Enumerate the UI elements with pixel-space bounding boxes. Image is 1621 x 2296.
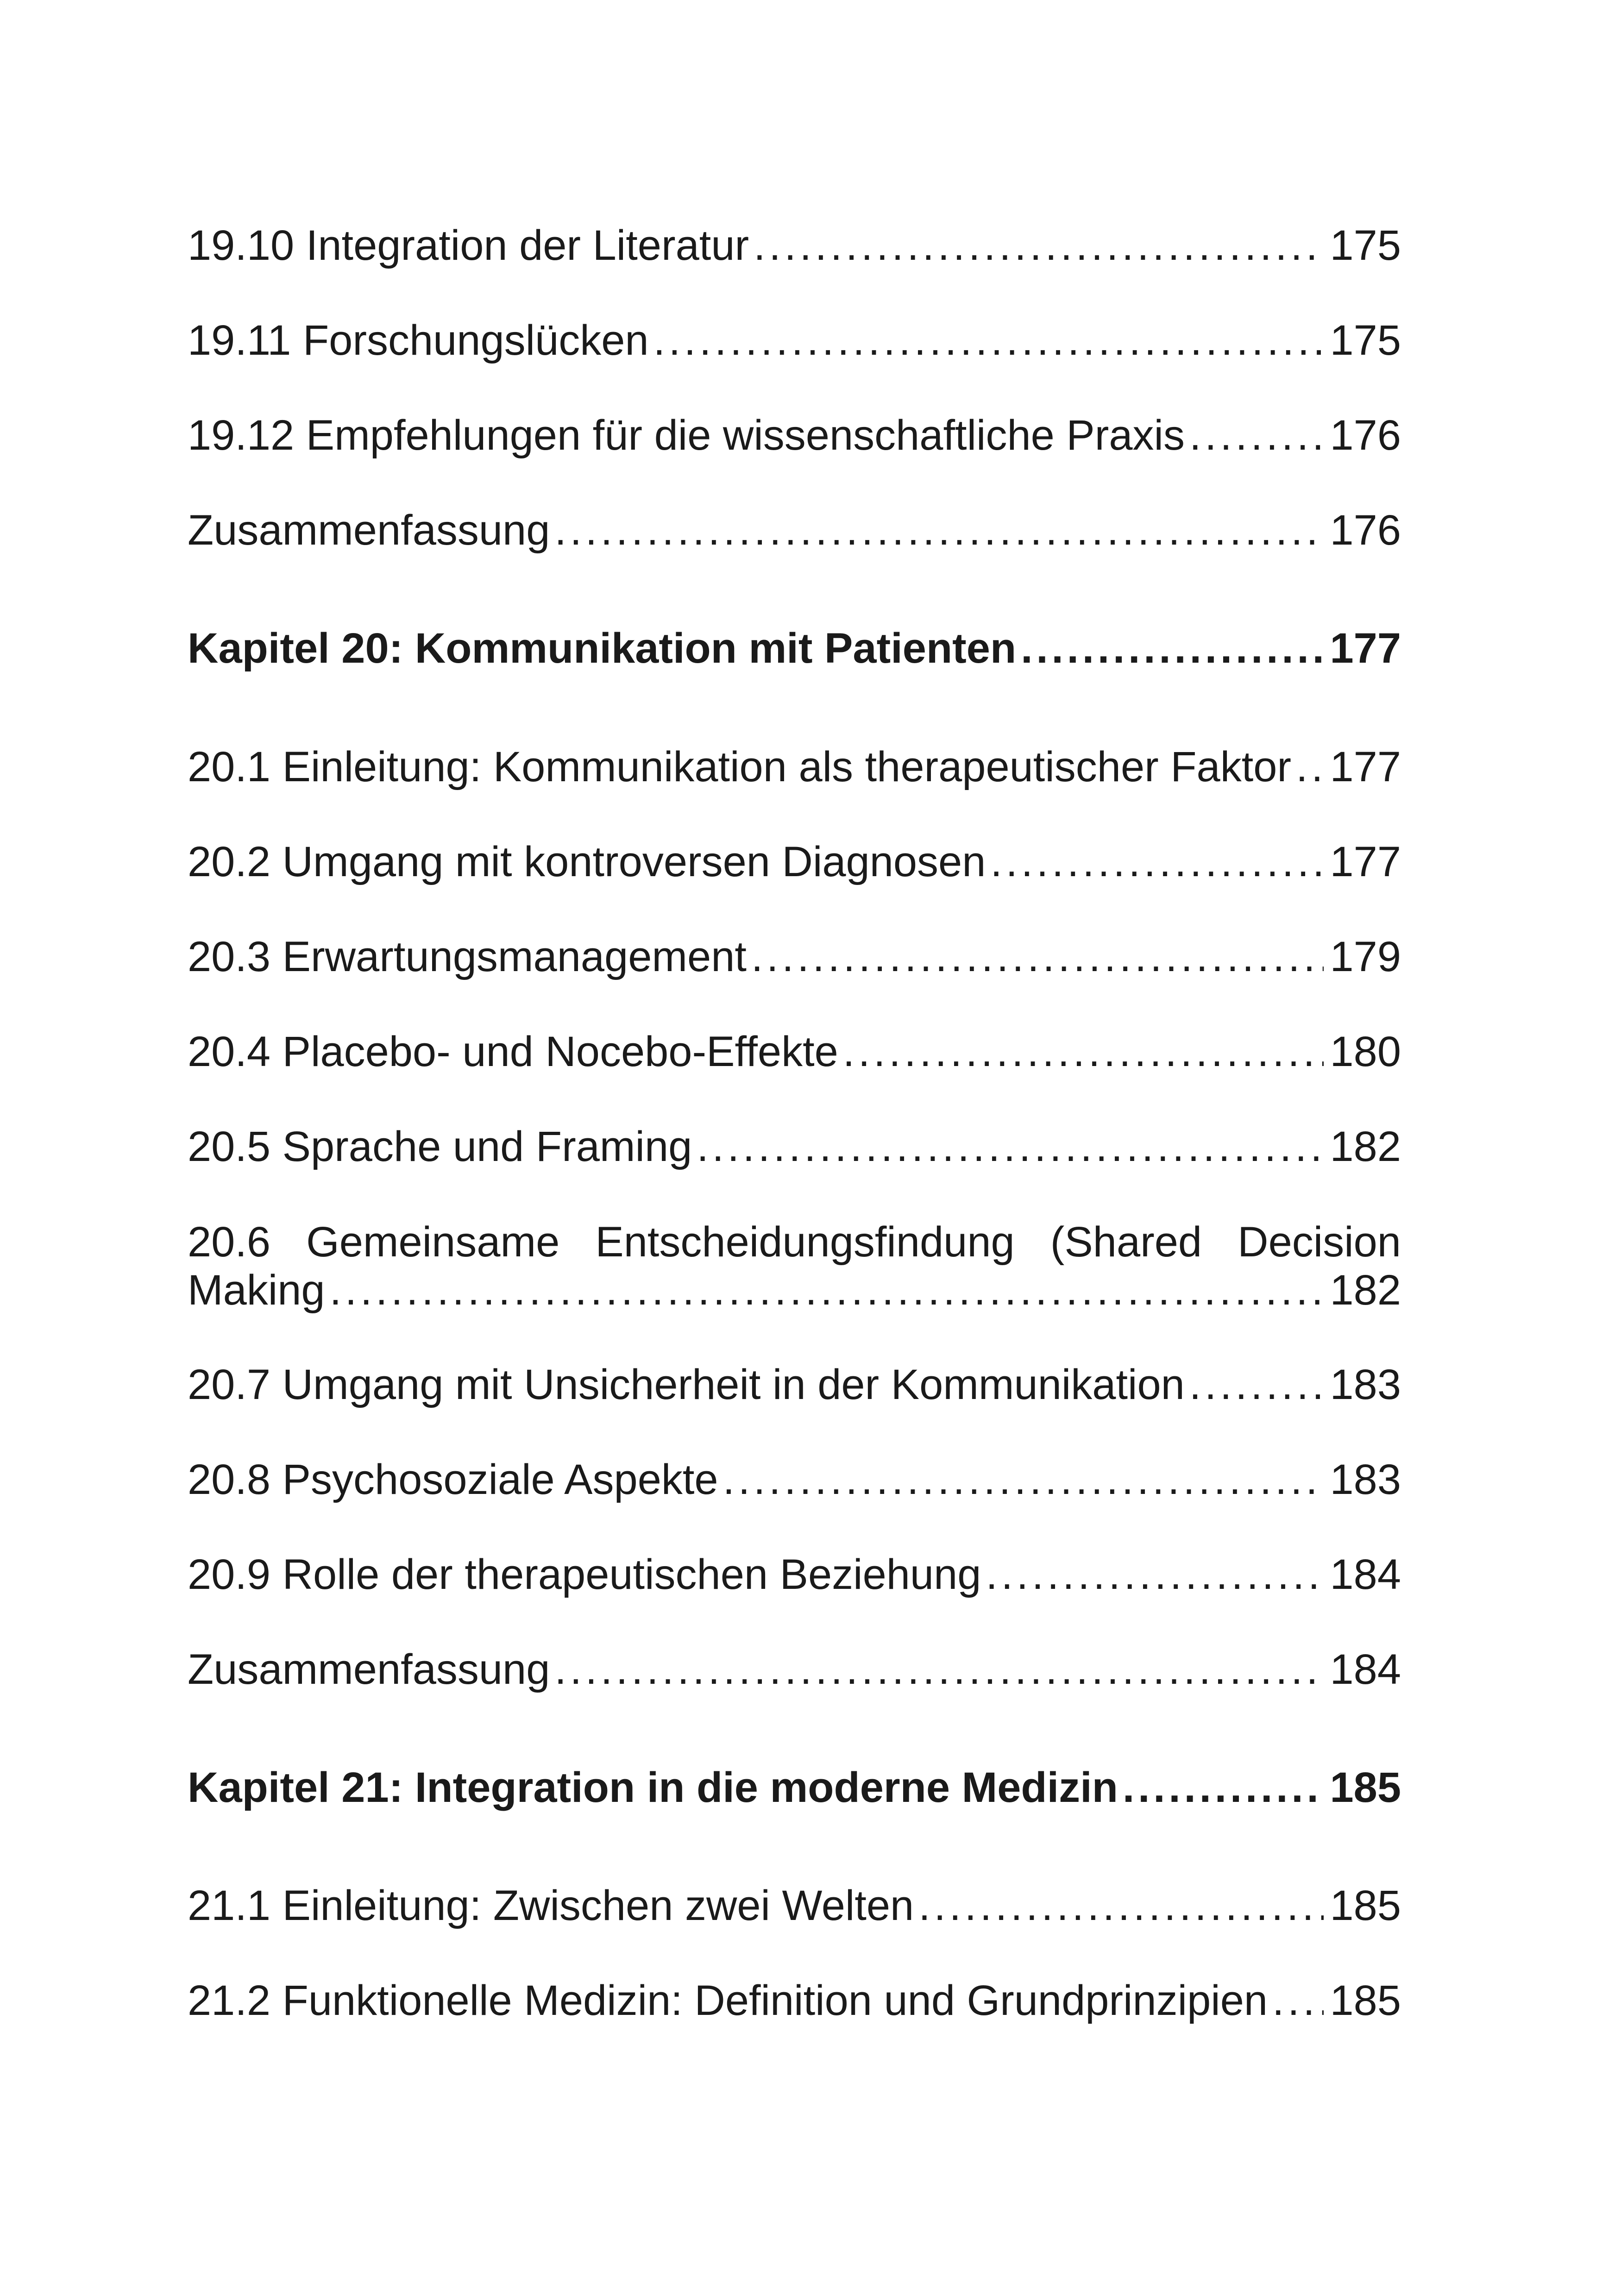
toc-entry-title: Zusammenfassung xyxy=(188,507,550,554)
dot-leader xyxy=(754,221,1323,270)
toc-entry-page: 185 xyxy=(1330,1882,1401,1929)
dot-leader xyxy=(843,1028,1324,1076)
toc-entry[interactable] xyxy=(188,1882,1401,1930)
toc-entry-title: Zusammenfassung xyxy=(188,1646,550,1693)
toc-entry-title: 21.2 Funktionelle Medizin: Definition und Grundprinzipien xyxy=(188,1977,1268,2024)
toc-entry-page: 177 xyxy=(1330,743,1401,790)
title-word: (Shared xyxy=(1050,1218,1202,1266)
toc-entry-page: 175 xyxy=(1330,222,1401,269)
toc-entry-title: 21.1 Einleitung: Zwischen zwei Welten xyxy=(188,1882,914,1929)
toc-entry-title: 19.10 Integration der Literatur xyxy=(188,222,749,269)
toc-entry-title: 19.11 Forschungslücken xyxy=(188,317,649,364)
toc-entry-page: 182 xyxy=(1330,1267,1401,1314)
toc-entry-page: 182 xyxy=(1330,1123,1401,1170)
toc-chapter-page: 185 xyxy=(1330,1764,1401,1811)
dot-leader xyxy=(986,1550,1323,1599)
dot-leader xyxy=(653,316,1324,364)
toc-entry[interactable] xyxy=(188,1976,1401,2025)
toc-entry-page: 183 xyxy=(1330,1361,1401,1408)
dot-leader xyxy=(1189,411,1324,459)
toc-entry-page: 180 xyxy=(1330,1028,1401,1075)
title-word: 20.6 xyxy=(188,1218,271,1266)
dot-leader xyxy=(1296,743,1323,791)
dot-leader xyxy=(330,1266,1324,1314)
toc-entry[interactable] xyxy=(188,743,1401,791)
toc-chapter-title: Kapitel 21: Integration in die moderne Medizin xyxy=(188,1764,1118,1811)
toc-entry-page: 185 xyxy=(1330,1977,1401,2024)
toc-entry-title: 20.7 Umgang mit Unsicherheit in der Kommunikation xyxy=(188,1361,1185,1408)
toc-entry[interactable] xyxy=(188,1645,1401,1694)
dot-leader xyxy=(554,1645,1323,1694)
toc-entry-title: 20.8 Psychosoziale Aspekte xyxy=(188,1456,718,1503)
dot-leader xyxy=(723,1455,1324,1504)
dot-leader xyxy=(1189,1361,1324,1409)
toc-entry-page: 184 xyxy=(1330,1551,1401,1598)
toc-entry-page: 176 xyxy=(1330,412,1401,459)
toc-chapter-entry[interactable] xyxy=(188,624,1401,672)
toc-entry[interactable] xyxy=(188,1123,1401,1171)
toc-entry-page: 177 xyxy=(1330,838,1401,885)
toc-chapter-entry[interactable] xyxy=(188,1763,1401,1812)
toc-entry-page: 179 xyxy=(1330,933,1401,980)
toc-entry-title: 20.5 Sprache und Framing xyxy=(188,1123,692,1170)
toc-entry-title-line2: Making xyxy=(188,1267,325,1314)
toc-entry[interactable] xyxy=(188,316,1401,364)
dot-leader xyxy=(918,1882,1323,1930)
toc-chapter-page: 177 xyxy=(1330,625,1401,672)
toc-entry-title: 20.2 Umgang mit kontroversen Diagnosen xyxy=(188,838,986,885)
dot-leader xyxy=(554,506,1323,554)
toc-entry-multiline[interactable] xyxy=(188,1218,1401,1314)
toc-entry-page: 175 xyxy=(1330,317,1401,364)
toc-entry-title-line1 xyxy=(188,1218,1401,1266)
toc-entry-title: 20.1 Einleitung: Kommunikation als therapeutischer Faktor xyxy=(188,743,1292,790)
toc-entry[interactable] xyxy=(188,411,1401,459)
dot-leader xyxy=(697,1123,1323,1171)
toc-entry[interactable] xyxy=(188,1361,1401,1409)
toc-entry[interactable] xyxy=(188,1028,1401,1076)
toc-entry[interactable] xyxy=(188,1550,1401,1599)
toc-entry-title: 20.4 Placebo- und Nocebo-Effekte xyxy=(188,1028,838,1075)
toc-entry-page: 184 xyxy=(1330,1646,1401,1693)
toc-entry-title: 20.9 Rolle der therapeutischen Beziehung xyxy=(188,1551,981,1598)
toc-entry-title: 19.12 Empfehlungen für die wissenschaftliche Praxis xyxy=(188,412,1185,459)
toc-chapter-title: Kapitel 20: Kommunikation mit Patienten xyxy=(188,625,1017,672)
toc-entry-page: 176 xyxy=(1330,507,1401,554)
toc-entry[interactable] xyxy=(188,221,1401,270)
title-word: Decision xyxy=(1238,1218,1401,1266)
dot-leader xyxy=(1123,1763,1324,1812)
toc-entry[interactable] xyxy=(188,1455,1401,1504)
dot-leader xyxy=(1021,624,1323,672)
toc-entry-page: 183 xyxy=(1330,1456,1401,1503)
dot-leader xyxy=(990,838,1323,886)
dot-leader xyxy=(1272,1976,1323,2025)
dot-leader xyxy=(751,933,1324,981)
title-word: Gemeinsame xyxy=(306,1218,560,1266)
toc-entry[interactable] xyxy=(188,933,1401,981)
toc-entry[interactable] xyxy=(188,506,1401,554)
toc-entry-title: 20.3 Erwartungsmanagement xyxy=(188,933,747,980)
title-word: Entscheidungsfindung xyxy=(595,1218,1015,1266)
toc-entry[interactable] xyxy=(188,838,1401,886)
